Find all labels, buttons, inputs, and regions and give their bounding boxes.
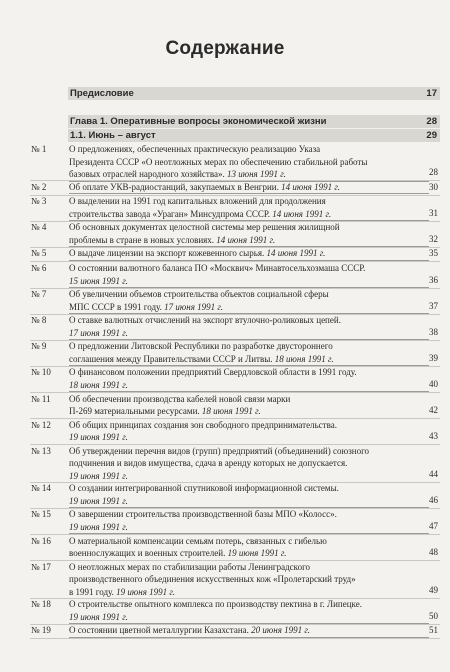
- entry-date: 18 июня 1991 г.: [201, 406, 261, 416]
- section-label: 1.1. Июнь – август: [70, 130, 156, 141]
- entry-title: [69, 509, 429, 534]
- entry-page: 32: [429, 233, 438, 244]
- entry-page: 51: [429, 625, 438, 636]
- entry-title: [69, 144, 429, 182]
- entry-page: 49: [429, 584, 438, 595]
- entry-number: № 19: [31, 625, 51, 636]
- entry-title: [69, 341, 429, 366]
- entry-date: 14 июня 1991 г.: [281, 181, 340, 192]
- entry-date: 14 июня 1991 г.: [272, 208, 332, 219]
- preface-label: Предисловие: [70, 88, 134, 99]
- section-page: 29: [426, 130, 437, 141]
- entry-number: № 3: [31, 196, 47, 207]
- entry-date: 19 июня 1991 г.: [69, 432, 128, 443]
- entry-number: № 15: [31, 509, 51, 520]
- entry-title-line: О выдаче лицензии на экспорт кожевенного сырья.: [69, 248, 265, 259]
- entry-title-line: О состоянии цветной металлургии Казахстана.: [69, 625, 249, 636]
- entry-title-line: Об оплате УКВ-радиостанций, закупаемых в Венгрии.: [69, 181, 279, 192]
- entry-number: № 8: [31, 315, 47, 326]
- entry-page: 42: [429, 405, 438, 415]
- entry-title-line: О выделении на 1991 год капитальных вложений для продолжения: [69, 196, 326, 207]
- entry-title-line: О создании интегрированной спутниковой информационной системы.: [69, 483, 339, 494]
- entry-date: 20 июня 1991 г.: [251, 625, 311, 636]
- entry-title: [69, 562, 429, 600]
- entry-title-line: О строительстве опытного комплекса по производству пектина в г. Липецке.: [69, 599, 362, 610]
- entry-page: 47: [429, 520, 438, 531]
- preface-row[interactable]: [68, 87, 440, 100]
- entry-number: № 13: [31, 445, 51, 456]
- entry-page: 35: [429, 248, 438, 259]
- entry-date: 14 июня 1991 г.: [266, 248, 326, 259]
- chapter-label: Глава 1. Оперативные вопросы экономической жизни: [70, 116, 327, 127]
- entry-title-line: подчинения и видов имущества, сдача в аренду которых не допускается.: [69, 458, 348, 469]
- preface-page: 17: [426, 88, 437, 99]
- entry-date: 19 июня 1991 г.: [227, 548, 287, 558]
- entry-title-line: Об увеличении объемов строительства объектов социальной сферы: [69, 289, 329, 300]
- entry-date: 15 июня 1991 г.: [69, 275, 128, 286]
- entry-title: [69, 315, 429, 340]
- entry-title-line: военнослужащих и военных строителей.: [69, 548, 226, 558]
- chapter-page: 28: [426, 116, 437, 127]
- entry-page: 46: [429, 494, 438, 505]
- entry-number: № 12: [31, 419, 51, 430]
- entry-title: [69, 394, 429, 419]
- entry-title-line: базовых отраслей народного хозяйства».: [69, 169, 225, 179]
- entry-number: № 14: [31, 483, 51, 494]
- entry-page: 43: [429, 431, 438, 442]
- entry-title-line: О ставке валютных отчислений на экспорт втулочно-роликовых цепей.: [69, 315, 341, 326]
- entry-title: [69, 289, 429, 314]
- entry-title: [69, 446, 429, 484]
- entry-title: [69, 263, 429, 288]
- entry-title-line: Президента СССР «О неотложных мерах по обеспечению стабильной работы: [69, 156, 368, 167]
- entry-title: [69, 599, 429, 624]
- entry-title-line: Об обеспечении производства кабелей новой связи марки: [69, 393, 291, 404]
- entry-number: № 16: [31, 535, 51, 546]
- entry-number: № 4: [31, 222, 47, 233]
- entry-divider: [30, 638, 440, 639]
- entry-date: 18 июня 1991 г.: [274, 353, 334, 364]
- entry-title: [69, 248, 429, 261]
- entry-number: № 17: [31, 561, 51, 572]
- entry-date: 18 июня 1991 г.: [69, 379, 128, 390]
- entry-date: 19 июня 1991 г.: [69, 470, 128, 481]
- entry-title-line: О неотложных мерах по стабилизации работы Ленинградского: [69, 561, 311, 572]
- entry-number: № 6: [31, 263, 47, 273]
- entry-number: № 1: [31, 144, 47, 154]
- entry-number: № 5: [31, 248, 47, 259]
- entry-page: 44: [429, 468, 438, 479]
- entry-title-line: строительства завода «Ураган» Минсудпрома СССР.: [69, 208, 270, 219]
- entry-title: [69, 367, 429, 392]
- entry-page: 36: [429, 274, 438, 285]
- chapter-row[interactable]: [68, 115, 440, 128]
- entry-title: [69, 182, 429, 195]
- entry-title: [69, 625, 429, 638]
- entry-date: 19 июня 1991 г.: [69, 611, 128, 622]
- entry-title: [69, 196, 429, 221]
- entry-title-line: в 1991 году.: [69, 586, 114, 597]
- entry-page: 48: [429, 547, 438, 557]
- entry-date: 17 июня 1991 г.: [69, 327, 128, 338]
- page-title: Содержание: [165, 38, 285, 59]
- entry-title: [69, 420, 429, 445]
- entry-title-line: производственного объединения искусственных кож «Пролетарский труд»: [69, 574, 356, 585]
- entry-date: 19 июня 1991 г.: [69, 521, 128, 532]
- entry-title-line: Об общих принципах создания зон свободного предпринимательства.: [69, 419, 337, 430]
- entry-title-line: проблемы в стране в новых условиях.: [69, 234, 215, 245]
- entry-title-line: О финансовом положении предприятий Свердловской области в 1991 году.: [69, 367, 357, 378]
- entry-number: № 18: [31, 599, 51, 610]
- entry-title-line: соглашения между Правительствами СССР и Литвы.: [69, 353, 273, 364]
- entry-title-line: МПС СССР в 1991 году.: [69, 301, 162, 312]
- entry-date: 17 июня 1991 г.: [164, 301, 224, 312]
- entry-page: 30: [429, 181, 438, 192]
- entry-title-line: О материальной компенсации семьям потерь, связанных с гибелью: [69, 535, 327, 546]
- entry-title: [69, 222, 429, 247]
- entry-number: № 2: [31, 181, 47, 192]
- entry-date: 14 июня 1991 г.: [216, 234, 276, 245]
- entry-title: [69, 536, 429, 561]
- entry-page: 31: [429, 207, 438, 218]
- entry-title-line: О состоянии валютного баланса ПО «Москвич» Минавтосельхозмаша СССР.: [69, 263, 366, 273]
- entry-number: № 9: [31, 341, 47, 352]
- entry-title: [69, 483, 429, 508]
- entry-number: № 7: [31, 289, 47, 300]
- entry-number: № 10: [31, 367, 51, 378]
- entry-date: 13 июня 1991 г.: [226, 169, 286, 179]
- entry-page: 50: [429, 610, 438, 621]
- entry-page: 39: [429, 352, 438, 363]
- entry-title-line: Об утверждении перечня видов (групп) предприятий (объединений) союзного: [69, 445, 370, 456]
- entry-title-line: О предложениях, обеспеченных практическую реализацию Указа: [69, 144, 321, 154]
- entry-page: 28: [429, 167, 438, 177]
- entry-title-line: Об основных документах целостной системы мер решения жилищной: [69, 222, 340, 233]
- entry-title-line: О предложении Литовской Республики по разработке двустороннего: [69, 341, 333, 352]
- entry-date: 19 июня 1991 г.: [69, 495, 128, 506]
- entry-title-line: П-269 материальными ресурсами.: [69, 406, 200, 416]
- entry-page: 40: [429, 378, 438, 389]
- entry-page: 38: [429, 326, 438, 337]
- entry-title-line: О завершении строительства производственной базы МПО «Колосс».: [69, 509, 337, 520]
- entry-number: № 11: [31, 393, 51, 404]
- entry-date: 19 июня 1991 г.: [116, 586, 176, 597]
- section-row[interactable]: [68, 129, 440, 142]
- entry-page: 37: [429, 300, 438, 311]
